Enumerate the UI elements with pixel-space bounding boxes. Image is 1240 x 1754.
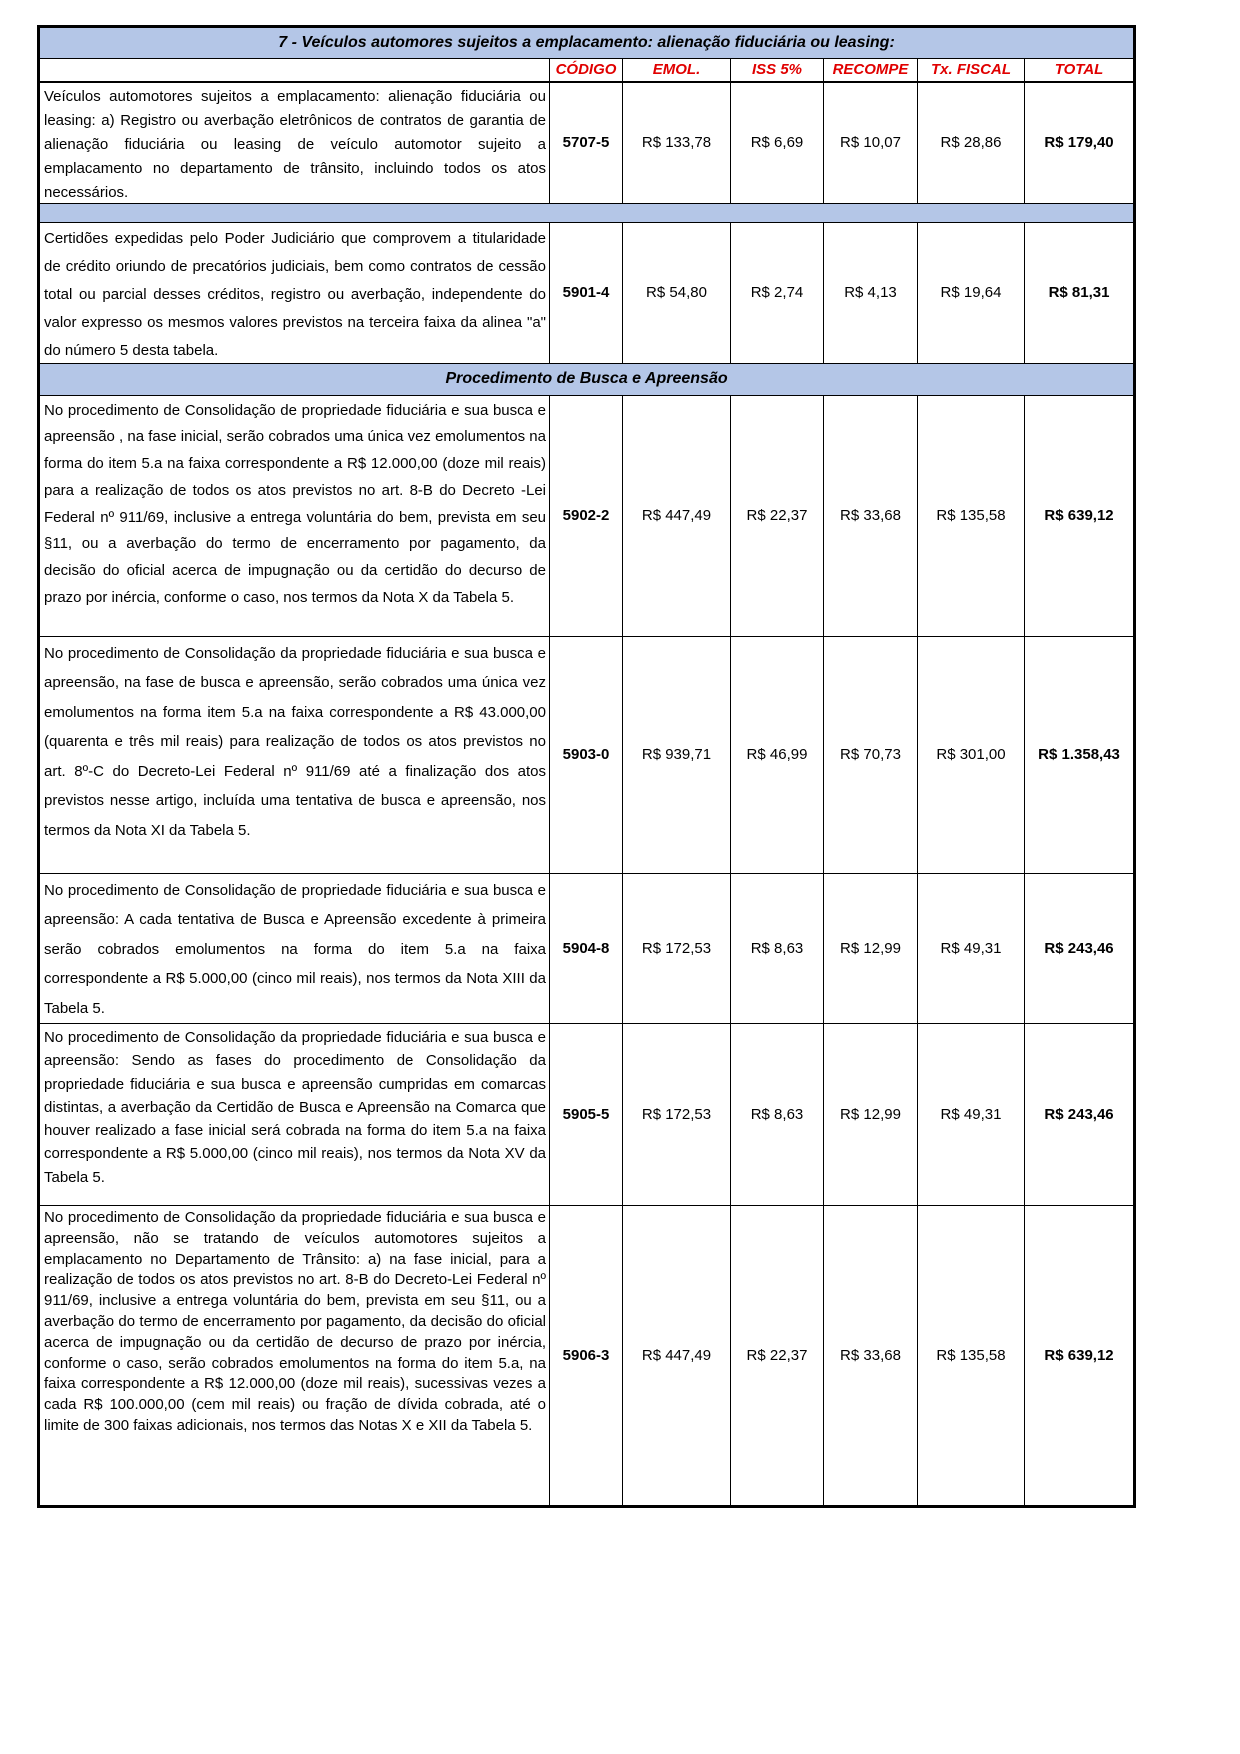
row-code: 5902-2 bbox=[550, 395, 623, 636]
header-iss: ISS 5% bbox=[731, 59, 824, 82]
table-row bbox=[39, 222, 1135, 363]
header-tx-fiscal: Tx. FISCAL bbox=[918, 59, 1025, 82]
row-iss: R$ 22,37 bbox=[731, 1206, 824, 1507]
row-total: R$ 1.358,43 bbox=[1025, 636, 1135, 873]
row-total: R$ 81,31 bbox=[1025, 222, 1135, 363]
table-row bbox=[39, 395, 1135, 636]
row-code: 5906-3 bbox=[550, 1206, 623, 1507]
row-description: No procedimento de Consolidação de propriedade fiduciária e sua busca e apreensão , na fase inicial, serão cobrados uma única vez emolumentos na forma do item 5.a na faixa correspondente a R$ 12.000,00 (doze mil reais) para a realização de todos os atos previstos no art. 8-B do Decreto -Lei Federal nº 911/69, inclusive a entrega voluntária do bem, prevista em seu §11, ou a averbação do termo de encerramento por pagamento, da decisão do oficial acerca de impugnação ou da certidão do decurso de prazo por inércia, conforme o caso, nos termos da Nota X da Tabela 5. bbox=[44, 401, 546, 607]
row-emol: R$ 939,71 bbox=[623, 636, 731, 873]
row-emol: R$ 133,78 bbox=[623, 82, 731, 204]
row-tx-fiscal: R$ 49,31 bbox=[918, 873, 1025, 1024]
row-code: 5903-0 bbox=[550, 636, 623, 873]
row-emol: R$ 54,80 bbox=[623, 222, 731, 363]
row-code: 5707-5 bbox=[550, 82, 623, 204]
row-recompe: R$ 12,99 bbox=[824, 873, 918, 1024]
row-description-cell bbox=[39, 636, 550, 873]
row-iss: R$ 8,63 bbox=[731, 873, 824, 1024]
header-recompe: RECOMPE bbox=[824, 59, 918, 82]
table-row bbox=[39, 82, 1135, 204]
row-iss: R$ 46,99 bbox=[731, 636, 824, 873]
header-total: TOTAL bbox=[1025, 59, 1135, 82]
row-iss: R$ 22,37 bbox=[731, 395, 824, 636]
row-description-cell bbox=[39, 82, 550, 204]
row-description: No procedimento de Consolidação da propriedade fiduciária e sua busca e apreensão: Sendo as fases do procedimento de Consolidação da propriedade fiduciária e sua busca e apreensão cumpridas em comarcas distintas, a averbação da Certidão de Busca e Apreensão na Comarca que houver realizado a fase inicial será cobrada na forma do item 5.a na faixa correspondente a R$ 5.000,00 (cinco mil reais), nos termos da Nota XV da Tabela 5. bbox=[44, 1029, 546, 1186]
row-recompe: R$ 70,73 bbox=[824, 636, 918, 873]
row-description-cell bbox=[39, 873, 550, 1024]
row-description: No procedimento de Consolidação da propriedade fiduciária e sua busca e apreensão, não se tratando de veículos automotores sujeitos a emplacamento no Departamento de Trânsito: a) na fase inicial, para a realização de todos os atos previstos no art. 8-B do Decreto-Lei Federal nº 911/69, inclusive a entrega voluntária do bem, prevista em seu §11, ou a averbação do termo de encerramento por pagamento, da decisão do oficial acerca de impugnação ou da certidão de decurso de prazo por inércia, conforme o caso, serão cobrados emolumentos na forma do item 5.a, na faixa correspondente a R$ 12.000,00 (doze mil reais), sucessivas vezes a cada R$ 100.000,00 (cem mil reais) ou fração de dívida cobrada, até o limite de 300 faixas adicionais, nos termos das Notas X e XII da Tabela 5. bbox=[44, 1209, 546, 1434]
header-row bbox=[39, 59, 1135, 82]
section-title: Procedimento de Busca e Apreensão bbox=[39, 363, 1135, 395]
table-row bbox=[39, 1206, 1135, 1507]
row-description: Veículos automotores sujeitos a emplacamento: alienação fiduciária ou leasing: a) Registro ou averbação eletrônicos de contratos de garantia de alienação fiduciária ou leasing de veículo automotor sujeito a emplacamento no departamento de trânsito, incluindo todos os atos necessários. bbox=[44, 87, 546, 201]
row-emol: R$ 172,53 bbox=[623, 1024, 731, 1206]
table-title: 7 - Veículos automores sujeitos a emplacamento: alienação fiduciária ou leasing: bbox=[39, 27, 1135, 59]
row-tx-fiscal: R$ 135,58 bbox=[918, 395, 1025, 636]
row-total: R$ 243,46 bbox=[1025, 873, 1135, 1024]
table-row bbox=[39, 1024, 1135, 1206]
row-iss: R$ 8,63 bbox=[731, 1024, 824, 1206]
row-code: 5904-8 bbox=[550, 873, 623, 1024]
header-codigo: CÓDIGO bbox=[550, 59, 623, 82]
row-description: No procedimento de Consolidação de propriedade fiduciária e sua busca e apreensão: A cada tentativa de Busca e Apreensão excedente à primeira serão cobrados emolumentos na forma do item 5.a na faixa correspondente a R$ 5.000,00 (cinco mil reais), nos termos da Nota XIII da Tabela 5. bbox=[44, 881, 546, 1017]
row-total: R$ 243,46 bbox=[1025, 1024, 1135, 1206]
row-iss: R$ 6,69 bbox=[731, 82, 824, 204]
row-code: 5905-5 bbox=[550, 1024, 623, 1206]
row-description-cell bbox=[39, 1206, 550, 1507]
blank-separator-row bbox=[39, 203, 1135, 222]
row-tx-fiscal: R$ 135,58 bbox=[918, 1206, 1025, 1507]
table-row bbox=[39, 873, 1135, 1024]
row-recompe: R$ 4,13 bbox=[824, 222, 918, 363]
fee-table bbox=[37, 25, 1136, 1508]
header-desc bbox=[39, 59, 550, 82]
header-emol: EMOL. bbox=[623, 59, 731, 82]
row-tx-fiscal: R$ 301,00 bbox=[918, 636, 1025, 873]
row-recompe: R$ 33,68 bbox=[824, 1206, 918, 1507]
row-tx-fiscal: R$ 49,31 bbox=[918, 1024, 1025, 1206]
table-row bbox=[39, 636, 1135, 873]
row-total: R$ 639,12 bbox=[1025, 395, 1135, 636]
row-emol: R$ 172,53 bbox=[623, 873, 731, 1024]
row-emol: R$ 447,49 bbox=[623, 1206, 731, 1507]
row-total: R$ 179,40 bbox=[1025, 82, 1135, 204]
row-description-cell bbox=[39, 1024, 550, 1206]
row-description-cell bbox=[39, 222, 550, 363]
row-total: R$ 639,12 bbox=[1025, 1206, 1135, 1507]
row-iss: R$ 2,74 bbox=[731, 222, 824, 363]
row-recompe: R$ 12,99 bbox=[824, 1024, 918, 1206]
row-tx-fiscal: R$ 19,64 bbox=[918, 222, 1025, 363]
row-tx-fiscal: R$ 28,86 bbox=[918, 82, 1025, 204]
row-emol: R$ 447,49 bbox=[623, 395, 731, 636]
row-recompe: R$ 33,68 bbox=[824, 395, 918, 636]
row-recompe: R$ 10,07 bbox=[824, 82, 918, 204]
row-code: 5901-4 bbox=[550, 222, 623, 363]
row-description-cell bbox=[39, 395, 550, 636]
row-description: No procedimento de Consolidação da propriedade fiduciária e sua busca e apreensão, na fase de busca e apreensão, serão cobrados uma única vez emolumentos na forma item 5.a na faixa correspondente a R$ 43.000,00 (quarenta e três mil reais) para realização de todos os atos previstos no art. 8º-C do Decreto-Lei Federal nº 911/69 até a finalização dos atos previstos nesse artigo, incluída uma tentativa de busca e apreensão, nos termos da Nota XI da Tabela 5. bbox=[44, 644, 546, 840]
row-description: Certidões expedidas pelo Poder Judiciário que comprovem a titularidade de crédito oriundo de precatórios judiciais, bem como contratos de cessão total ou parcial desses créditos, registro ou averbação, independente do valor expresso os mesmos valores previstos na terceira faixa da alinea "a" do número 5 desta tabela. bbox=[44, 229, 546, 359]
